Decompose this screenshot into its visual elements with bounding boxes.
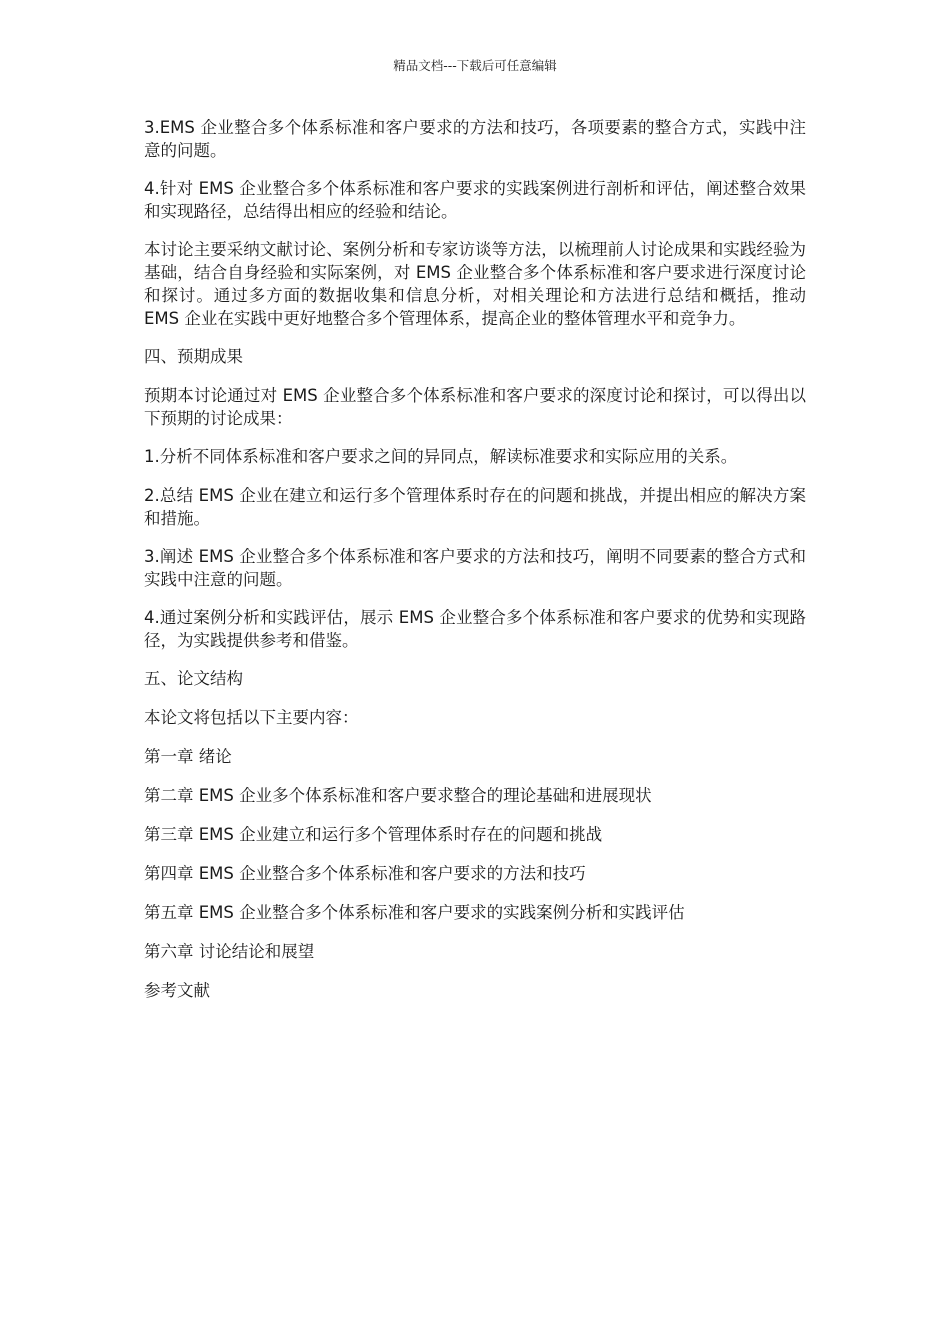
- references-heading: 参考文献: [144, 981, 210, 1000]
- section-heading-structure: 五、论文结构: [144, 669, 243, 688]
- paragraph-item-4: 4.针对 EMS 企业整合多个体系标准和客户要求的实践案例进行剖析和评估，阐述整合效果和实现路径，总结得出相应的经验和结论。: [144, 179, 806, 221]
- paragraph-methods: 本讨论主要采纳文献讨论、案例分析和专家访谈等方法，以梳理前人讨论成果和实践经验为基础，结合自身经验和实际案例，对 EMS 企业整合多个体系标准和客户要求进行深度讨论和探讨。通过多方面的数据收集和信息分析，对相关理论和方法进行总结和概括，推动 EMS 企业在实践中更好地整合多个管理体系，提高企业的整体管理水平和竞争力。: [144, 240, 806, 328]
- paragraph-result-2: 2.总结 EMS 企业在建立和运行多个管理体系时存在的问题和挑战，并提出相应的解决方案和措施。: [144, 486, 806, 528]
- paragraph-structure-intro: 本论文将包括以下主要内容：: [144, 708, 359, 727]
- chapter-6: 第六章 讨论结论和展望: [144, 942, 315, 961]
- chapter-3: 第三章 EMS 企业建立和运行多个管理体系时存在的问题和挑战: [144, 825, 603, 844]
- chapter-4: 第四章 EMS 企业整合多个体系标准和客户要求的方法和技巧: [144, 864, 586, 883]
- document-body: [144, 116, 806, 1018]
- paragraph-result-1: 1.分析不同体系标准和客户要求之间的异同点，解读标准要求和实际应用的关系。: [144, 447, 738, 466]
- paragraph-result-4: 4.通过案例分析和实践评估，展示 EMS 企业整合多个体系标准和客户要求的优势和实现路径，为实践提供参考和借鉴。: [144, 608, 806, 650]
- chapter-1: 第一章 绪论: [144, 747, 232, 766]
- chapter-2: 第二章 EMS 企业多个体系标准和客户要求整合的理论基础和进展现状: [144, 786, 652, 805]
- section-heading-expected-results: 四、预期成果: [144, 347, 243, 366]
- paragraph-expected-intro: 预期本讨论通过对 EMS 企业整合多个体系标准和客户要求的深度讨论和探讨，可以得出以下预期的讨论成果：: [144, 386, 806, 428]
- chapter-5: 第五章 EMS 企业整合多个体系标准和客户要求的实践案例分析和实践评估: [144, 903, 685, 922]
- paragraph-result-3: 3.阐述 EMS 企业整合多个体系标准和客户要求的方法和技巧，阐明不同要素的整合方式和实践中注意的问题。: [144, 547, 806, 589]
- paragraph-item-3: 3.EMS 企业整合多个体系标准和客户要求的方法和技巧，各项要素的整合方式，实践中注意的问题。: [144, 118, 806, 160]
- page-header: 精品文档---下载后可任意编辑: [393, 58, 557, 73]
